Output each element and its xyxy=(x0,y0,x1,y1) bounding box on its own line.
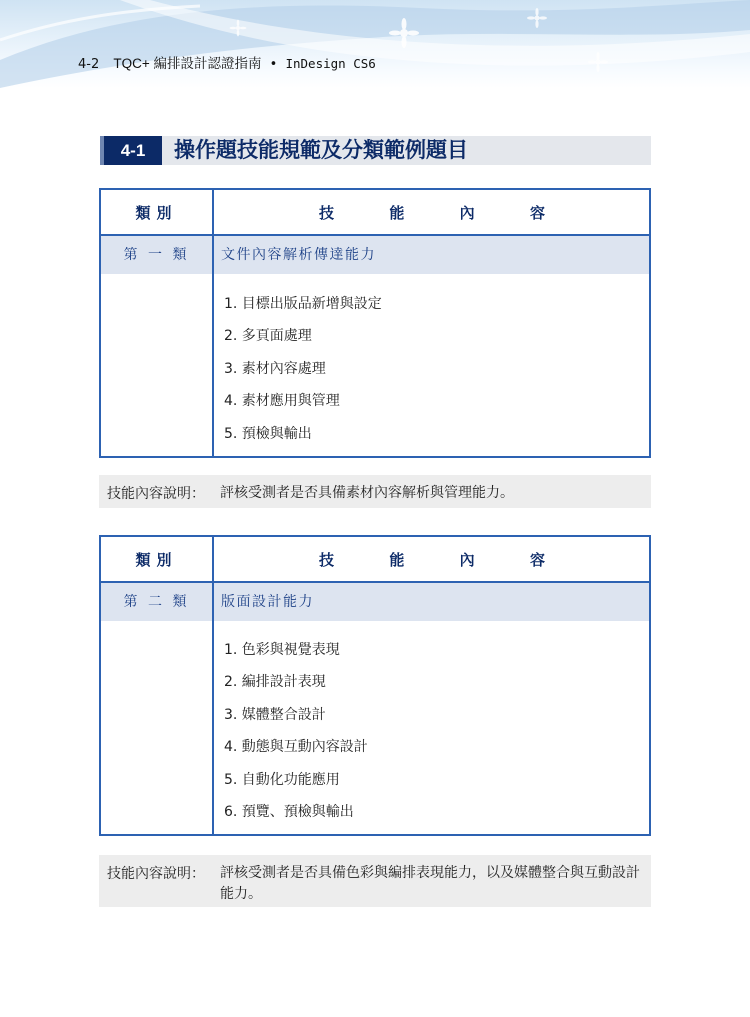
table-header-row xyxy=(101,537,649,583)
header-char: 能 xyxy=(389,551,405,569)
header-category: 類別 xyxy=(135,204,178,222)
skill-table-2 xyxy=(99,535,651,836)
skill-list xyxy=(224,640,368,834)
skill-description-2 xyxy=(99,855,651,907)
header-char: 內 xyxy=(459,551,475,569)
list-item: 2. 多頁面處理 xyxy=(224,328,312,345)
header-content xyxy=(214,537,649,583)
list-item: 5. 預檢與輸出 xyxy=(224,425,312,442)
column-divider xyxy=(212,190,214,456)
description-label: 技能內容說明： xyxy=(107,486,205,502)
skill-description-1 xyxy=(99,475,651,508)
header-char: 能 xyxy=(389,204,405,222)
list-item: 1. 色彩與視覺表現 xyxy=(224,642,340,658)
running-head xyxy=(78,52,376,72)
header-content xyxy=(214,190,649,236)
list-item: 4. 動態與互動內容設計 xyxy=(224,739,368,756)
skill-table-1 xyxy=(99,188,651,458)
header-char: 容 xyxy=(529,551,545,569)
column-divider xyxy=(212,537,214,834)
list-item: 4. 素材應用與管理 xyxy=(224,393,340,410)
book-title: TQC+ 編排設計認證指南 xyxy=(113,56,262,71)
skill-list xyxy=(224,294,382,456)
category-label: 第 一 類 xyxy=(123,247,190,263)
category-row xyxy=(101,236,649,274)
banner-decoration xyxy=(0,0,750,88)
list-item: 3. 媒體整合設計 xyxy=(224,706,326,723)
header-banner xyxy=(0,0,750,88)
list-item: 2. 編排設計表現 xyxy=(224,674,326,691)
description-label: 技能內容說明： xyxy=(107,866,205,882)
software-name: InDesign CS6 xyxy=(285,56,376,71)
page-number: 4-2 xyxy=(78,57,100,72)
header-char: 技 xyxy=(319,204,335,222)
description-text: 評核受測者是否具備素材內容解析與管理能力。 xyxy=(220,485,514,501)
description-text: 評核受測者是否具備色彩與編排表現能力，以及媒體整合與互動設計能力。 xyxy=(220,865,640,902)
separator-dot: • xyxy=(269,57,278,72)
category-name: 文件內容解析傳達能力 xyxy=(221,247,376,263)
list-item: 3. 素材內容處理 xyxy=(224,360,326,377)
section-heading xyxy=(100,136,651,165)
list-item: 1. 目標出版品新增與設定 xyxy=(224,296,382,312)
category-label: 第 二 類 xyxy=(123,594,190,610)
table-header-row xyxy=(101,190,649,236)
section-number: 4-1 xyxy=(104,136,162,165)
header-char: 容 xyxy=(529,204,545,222)
list-item: 6. 預覽、預檢與輸出 xyxy=(224,803,354,820)
header-char: 內 xyxy=(459,204,475,222)
header-category: 類別 xyxy=(135,551,178,569)
list-item: 5. 自動化功能應用 xyxy=(224,771,340,788)
category-name: 版面設計能力 xyxy=(221,594,314,610)
header-char: 技 xyxy=(319,551,335,569)
category-row xyxy=(101,583,649,621)
section-title: 操作題技能規範及分類範例題目 xyxy=(174,138,468,162)
